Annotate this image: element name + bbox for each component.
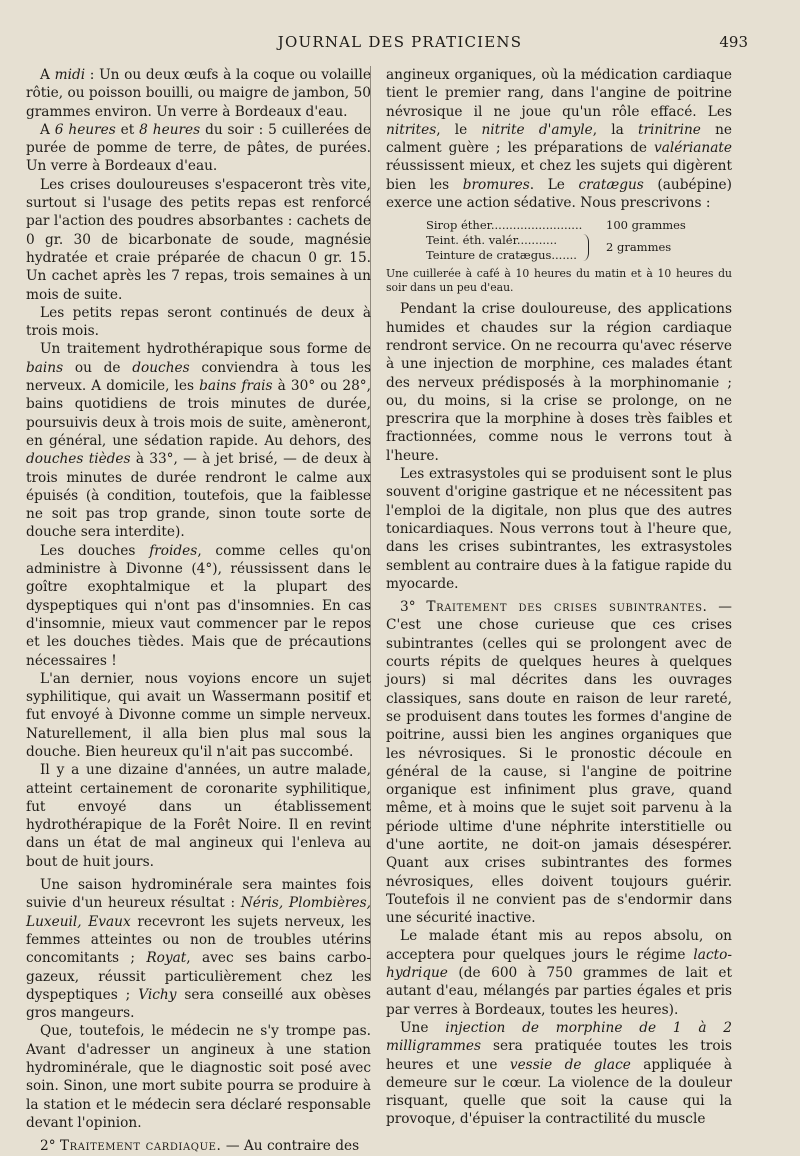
paragraph-crisis-applications: Pendant la crise douloureuse, des applications humides et chaudes sur la région cardiaque rendront service. On ne recourra qu'avec réserve à une injection de morphine, ces malades étant des nerveux prédisposés à la morphinomanie ; ou, du moins, si la crise se prolonge, on ne prescrira que la morphine à doses très faibles et fractionnées, comme nous le verrons tout à l'heure. [386, 301, 732, 464]
paragraph-nervous-angina-medication: angineux organiques, où la médication cardiaque tient le premier rang, dans l'angine de poitrine névrosique il ne joue qu'un rôle effacé. Les nitrites, le nitrite d'amyle, la trinitrine ne calment guère ; les préparations de valérianate réussissent mieux, et chez les sujets qui digèrent bien les bromures. Le cratægus (aubépine) exerce une action sédative. Nous prescrivons : [386, 67, 732, 212]
right-column [386, 66, 732, 1129]
paragraph-evening-meals: A 6 heures et 8 heures du soir : 5 cuillerées de purée de pomme de terre, de pâtes, de purées. Un verre à Bordeaux d'eau. [26, 121, 371, 175]
prescription-line: Teinture de cratægus....... 2 grammes [426, 240, 672, 263]
prescription-line: Teint. éth. valér........... [426, 233, 558, 248]
section-heading-cardiac-treatment: 2° Traitement cardiaque. — Au contraire des [40, 1138, 360, 1155]
prescription-dosage-note: Une cuillerée à café à 10 heures du matin et à 10 heures du soir dans un peu d'eau. [386, 267, 732, 295]
paragraph-extrasystoles: Les extrasystoles qui se produisent sont le plus souvent d'origine gastrique et ne nécessitent pas l'emploi de la digitale, non plus que des autres tonicardiaques. Nous verrons tout à l'heure que, dans les crises subintrantes, les extrasystoles semblent au contraire dues à la fatigue rapide du myocarde. [386, 466, 732, 592]
paragraph-hydrotherapy: Un traitement hydrothérapique sous forme de bains ou de douches conviendra à tous les nerveux. A domicile, les bains frais à 30° ou 28°, bains quotidiens de trois minutes de durée, poursuivis deux à trois mois de suite, amèneront, en général, une sédation rapide. Au dehors, des douches tièdes à 33°, — à jet brisé, — de deux à trois minutes de durée rendront le calme aux épuisés (à condition, toutefois, que la faiblesse ne soit pas trop grande, sinon toute sorte de douche sera interdite). [26, 341, 371, 541]
section-subintrant-crises: 3° Traitement des crises subintrantes. — C'est une chose curieuse que ces crises subintrantes (celles qui se prolongent avec de courts répits de quelques heures à quelques jours) si mal décrites dans les ouvrages classiques, sans doute en raison de leur rareté, se produisent dans toutes les formes d'angine de poitrine, aussi bien les angines organiques que les névrosiques. Si le pronostic découle en général de la cause, si l'angine de poitrine organique est infiniment plus grave, quand même, et à moins que le sujet soit parvenu à la période ultime d'une néphrite interstitielle ou d'une aortite, ne doit-on jamais désespérer. Quant aux crises subintrantes des formes névrosiques, elles doivent toujours guérir. Toutefois il ne convient pas de s'endormir dans une sécurité inactive. [386, 599, 732, 927]
paragraph-morphine-injection: Une injection de morphine de 1 à 2 milligrammes sera pratiquée toutes les trois heures et une vessie de glace appliquée à demeure sur le cœur. La violence de la douleur risquant, quelle que soit la cause qui la provoque, d'épuiser la contractilité du muscle [386, 1019, 732, 1128]
running-title: JOURNAL DES PRATICIENS [277, 33, 523, 51]
paragraph-absorbent-powders: Les crises douloureuses s'espaceront très vite, surtout si l'usage des petits repas est renforcé par l'action des poudres absorbantes : cachets de 0 gr. 30 de bicarbonate de soude, magnésie hydratée et craie préparée de chacun 0 gr. 15. Un cachet après les 7 repas, trois semaines à un mois de suite. [26, 176, 371, 303]
prescription-block [426, 218, 732, 263]
paragraph-cold-showers: Les douches froides, comme celles qu'on administre à Divonne (4°), réussissent dans le goître exophtalmique et la plupart des dyspeptiques qui n'ont pas d'insomnies. En cas d'insomnie, mieux vaut commencer par le repos et les douches tièdes. Mais que de précautions nécessaires ! [26, 542, 371, 669]
paragraph-mineral-waters: Une saison hydrominérale sera maintes fois suivie d'un heureux résultat : Néris, Plombières, Luxeuil, Evaux recevront les sujets nerveux, les femmes atteintes ou non de troubles utérins concomitants ; Royat, avec ses bains carbo-gazeux, réussit particulièrement chez les dyspeptiques ; Vichy sera conseillé aux obèses gros mangeurs. [26, 877, 371, 1022]
paragraph-midi: A midi : Un ou deux œufs à la coque ou volaille rôtie, ou poisson bouilli, ou maigre de jambon, 50 grammes environ. Un verre à Bordeaux d'eau. [26, 67, 371, 120]
page-number: 493 [719, 33, 748, 51]
paragraph-diagnosis-warning: Que, toutefois, le médecin ne s'y trompe pas. Avant d'adresser un angineux à une station hydrominérale, que le diagnostic soit posé avec soin. Sinon, une mort subite pourra se produire à la station et le médecin sera déclaré responsable devant l'opinion. [26, 1023, 371, 1131]
paragraph-small-meals: Les petits repas seront continués de deux à trois mois. [26, 304, 371, 340]
paragraph-coronaritis-case: Il y a une dizaine d'années, un autre malade, atteint certainement de coronarite syphilitique, fut envoyé dans un établissement hydrothérapique de la Forêt Noire. Il en revint dans un état de mal angineux qui l'enleva au bout de huit jours. [26, 762, 371, 870]
paragraph-lacto-hydric-regime: Le malade étant mis au repos absolu, on acceptera pour quelques jours le régime lacto-hydrique (de 600 à 750 grammes de lait et autant d'eau, mélangés par parties égales et pris par verres à Bordeaux, toutes les heures). [386, 928, 732, 1018]
prescription-line: Sirop éther......................... 100 grammes [426, 218, 686, 233]
prescription-brace-group [426, 233, 732, 263]
paragraph-syphilitic-case: L'an dernier, nous voyions encore un sujet syphilitique, qui avait un Wassermann positif et fut envoyé à Divonne comme un simple nerveux. Naturellement, il alla bien plus mal sous la douche. Bien heureux qu'il n'ait pas succombé. [26, 670, 371, 760]
left-column [26, 66, 371, 1156]
page-header [30, 33, 770, 55]
